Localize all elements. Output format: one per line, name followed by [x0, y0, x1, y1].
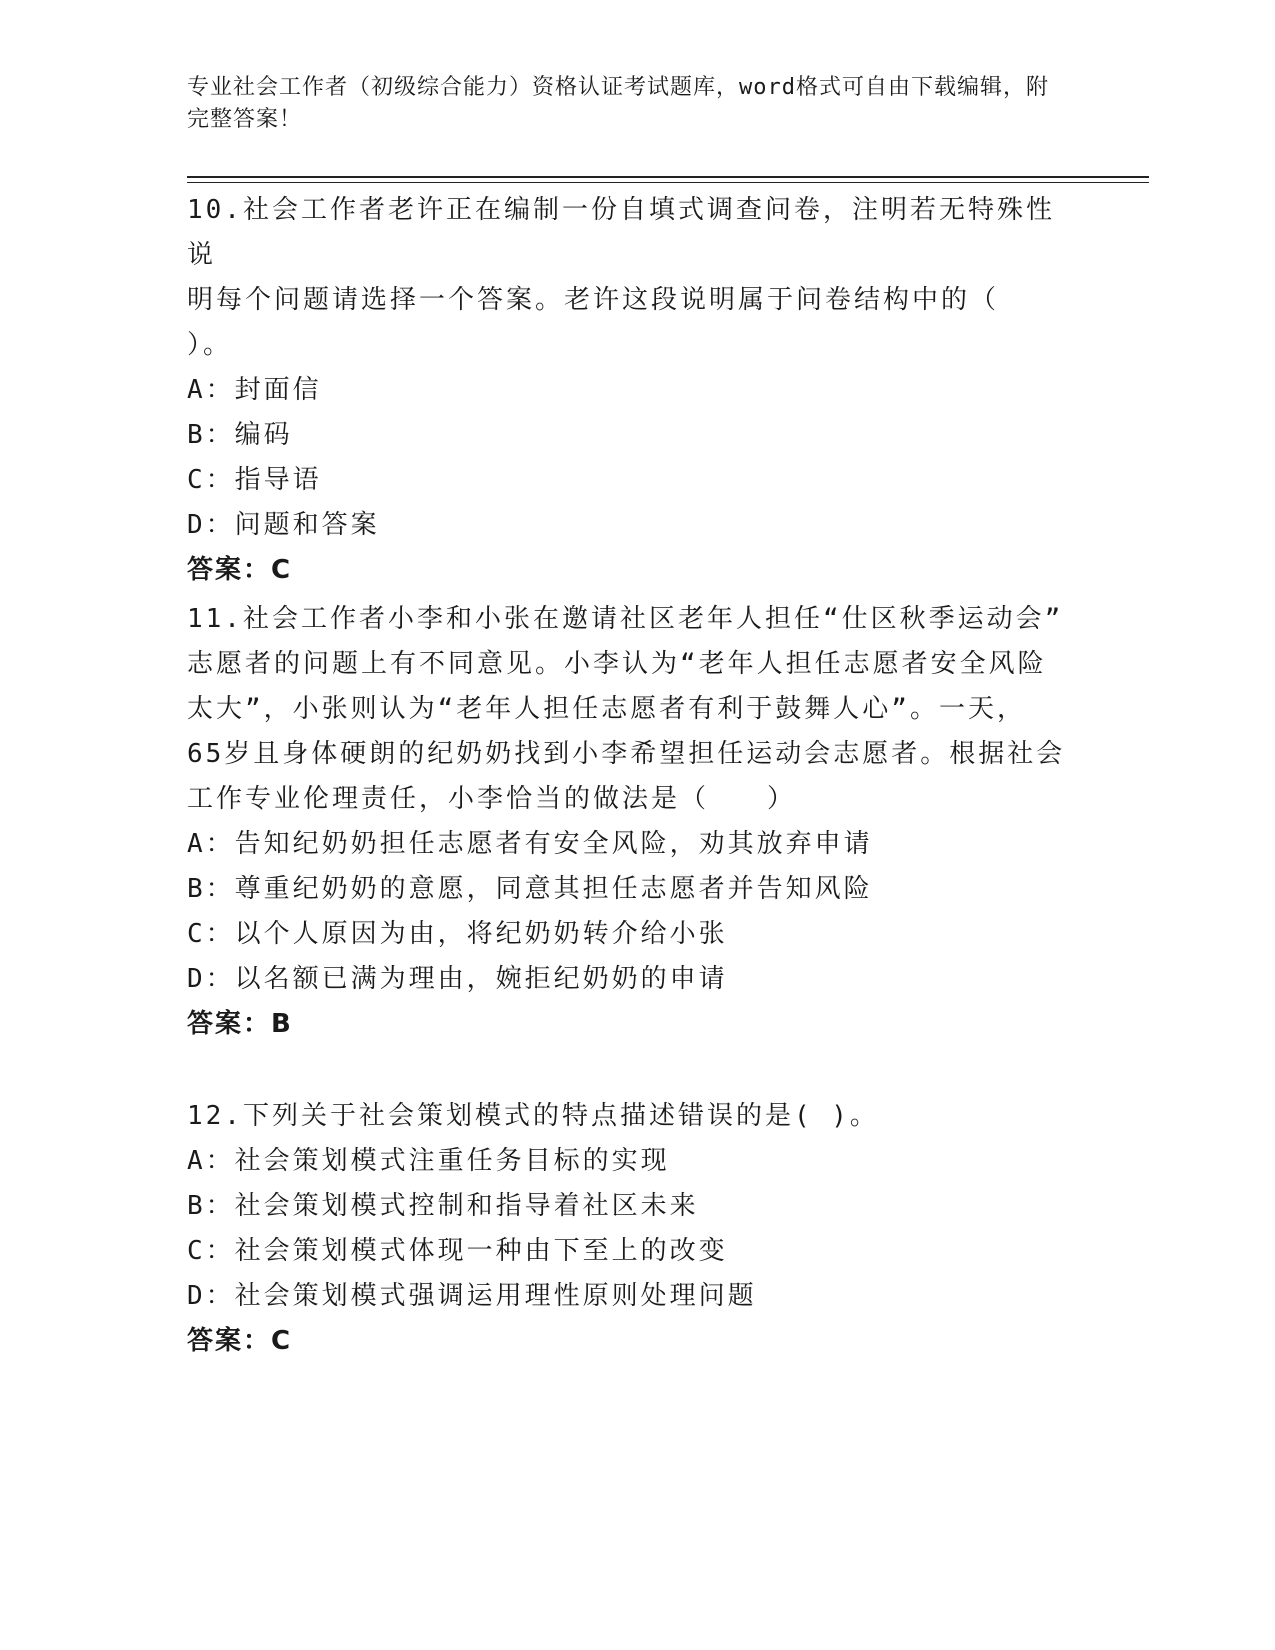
header-rule-thin — [187, 182, 1149, 183]
option-b: B：编码 — [187, 420, 293, 450]
question-line: 11.社会工作者小李和小张在邀请社区老年人担任“仕区秋季运动会” — [187, 604, 1064, 634]
question-line: 10.社会工作者老许正在编制一份自填式调查问卷，注明若无特殊性说 — [187, 195, 1055, 270]
option-d: D：以名额已满为理由，婉拒纪奶奶的申请 — [187, 964, 728, 994]
option-c: C：以个人原因为由，将纪奶奶转介给小张 — [187, 919, 728, 949]
option-a: A：社会策划模式注重任务目标的实现 — [187, 1146, 670, 1176]
question-line: 12.下列关于社会策划模式的特点描述错误的是( )。 — [187, 1101, 879, 1131]
header-rule-thick — [187, 176, 1149, 178]
option-b: B：尊重纪奶奶的意愿，同意其担任志愿者并告知风险 — [187, 874, 873, 904]
question-line: 工作专业伦理责任，小李恰当的做法是（ ） — [187, 784, 797, 814]
option-c: C：指导语 — [187, 465, 322, 495]
question-line: 志愿者的问题上有不同意见。小李认为“老年人担任志愿者安全风险 — [187, 649, 1047, 679]
answer: 答案：C — [187, 555, 293, 585]
option-c: C：社会策划模式体现一种由下至上的改变 — [187, 1236, 728, 1266]
page-header: 专业社会工作者（初级综合能力）资格认证考试题库，word格式可自由下载编辑，附完整答案！ — [187, 75, 1049, 132]
answer: 答案：B — [187, 1009, 293, 1039]
option-a: A：告知纪奶奶担任志愿者有安全风险，劝其放弃申请 — [187, 829, 873, 859]
question-10 — [187, 188, 1067, 593]
option-d: D：问题和答案 — [187, 510, 380, 540]
question-11 — [187, 597, 1067, 1047]
option-a: A：封面信 — [187, 375, 322, 405]
question-line: 明每个问题请选择一个答案。老许这段说明属于问卷结构中的（ — [187, 285, 1000, 315]
answer: 答案：C — [187, 1326, 293, 1356]
option-b: B：社会策划模式控制和指导着社区未来 — [187, 1191, 699, 1221]
question-line: 太大”，小张则认为“老年人担任志愿者有利于鼓舞人心”。一天， — [187, 694, 1026, 724]
question-12 — [187, 1094, 1067, 1364]
option-d: D：社会策划模式强调运用理性原则处理问题 — [187, 1281, 757, 1311]
question-line: 65岁且身体硬朗的纪奶奶找到小李希望担任运动会志愿者。根据社会 — [187, 739, 1066, 769]
question-line: ）。 — [187, 330, 233, 360]
